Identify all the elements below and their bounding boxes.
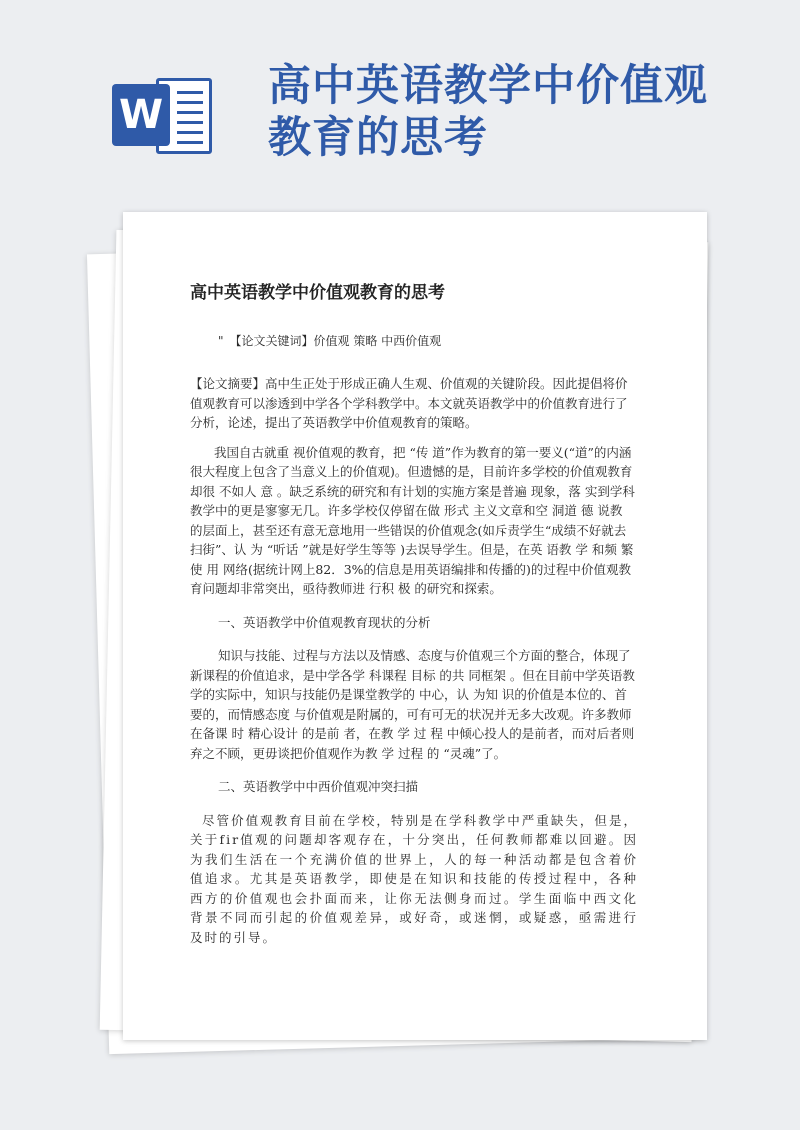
abstract-paragraph: 【论文摘要】高中生正处于形成正确人生观、价值观的关键阶段。因此提倡将价值观教育可以渗透到中学各个学科教学中。本文就英语教学中的价值教育进行了分析，论述，提出了英语教学中价值观教育的策略。 (190, 376, 628, 430)
banner-title-line1: 高中英语教学中价值观 (268, 61, 708, 111)
body-paragraph: 尽管价值观教育目前在学校，特别是在学科教学中严重缺失，但是，关于fir值观的问题却客观存在，十分突出，任何教师都难以回避。因为我们生活在一个充满价值的世界上，人的每一种活动都是包含着价值追求。尤其是英语教学，即使是在知识和技能的传授过程中，各种西方的价值观也会扑面而来，让你无法侧身而过。学生面临中西文化背景不同而引起的价值观差异，或好奇，或迷惘，或疑惑，亟需进行及时的引导。 (190, 812, 638, 945)
document-body (190, 374, 638, 947)
body-paragraph: 我国自古就重 视价值观的教育，把 “传 道”作为教育的第一要义(“道”的内涵很大程度上包含了当意义上的价值观)。但遗憾的是，目前许多学校的价值观教育却很 不如人 意 。缺乏系统的研究和有计划的实施方案是普遍 现象，落 实到学科教学中的更是寥寥无几。许多学校仅停留在做 形式 主义文章和空 洞道 德 说教 的层面上，甚至还有意无意地用一些错误的价值观念(如斥责学生“成绩不好就去扫街”、认 为 “听话 ”就是好学生等等 )去误导学生。但是，在英 语教 学 和频 繁使 用 网络(据统计网上82．3%的信息是用英语编排和传播的)的过程中价值观教育问题却非常突出，亟待教师进 行积 极 的研究和探索。 (190, 444, 635, 596)
banner-title-line2: 教育的思考 (268, 113, 488, 163)
body-paragraph: 知识与技能、过程与方法以及情感、态度与价值观三个方面的整合，体现了新课程的价值追求，是中学各学 科课程 目标 的共 同框架 。但在目前中学英语教学的实际中，知识与技能仍是课堂教学的 中心，认 为知 识的价值是本位的、首要的，而情感态度 与价值观是附属的，可有可无的状况并无多大改观。许多教师在备课 时 精心设计 的是前 者，在教 学 过 程 中倾心投人的是前者，而对后者则弃之不顾，更毋谈把价值观作为教 学 过程 的 “灵魂”了。 (190, 648, 635, 761)
word-badge: W (112, 84, 170, 146)
section-heading: 二、英语教学中中西价值观冲突扫描 (218, 779, 419, 794)
document-title: 高中英语教学中价值观教育的思考 (190, 283, 445, 303)
word-document-icon (112, 70, 216, 162)
document-page (123, 212, 707, 1040)
banner-title (268, 60, 748, 164)
keywords-line: " 【论文关键词】价值观 策略 中西价值观 (218, 334, 442, 348)
banner (0, 0, 800, 200)
section-heading: 一、英语教学中价值观教育现状的分析 (218, 614, 431, 630)
